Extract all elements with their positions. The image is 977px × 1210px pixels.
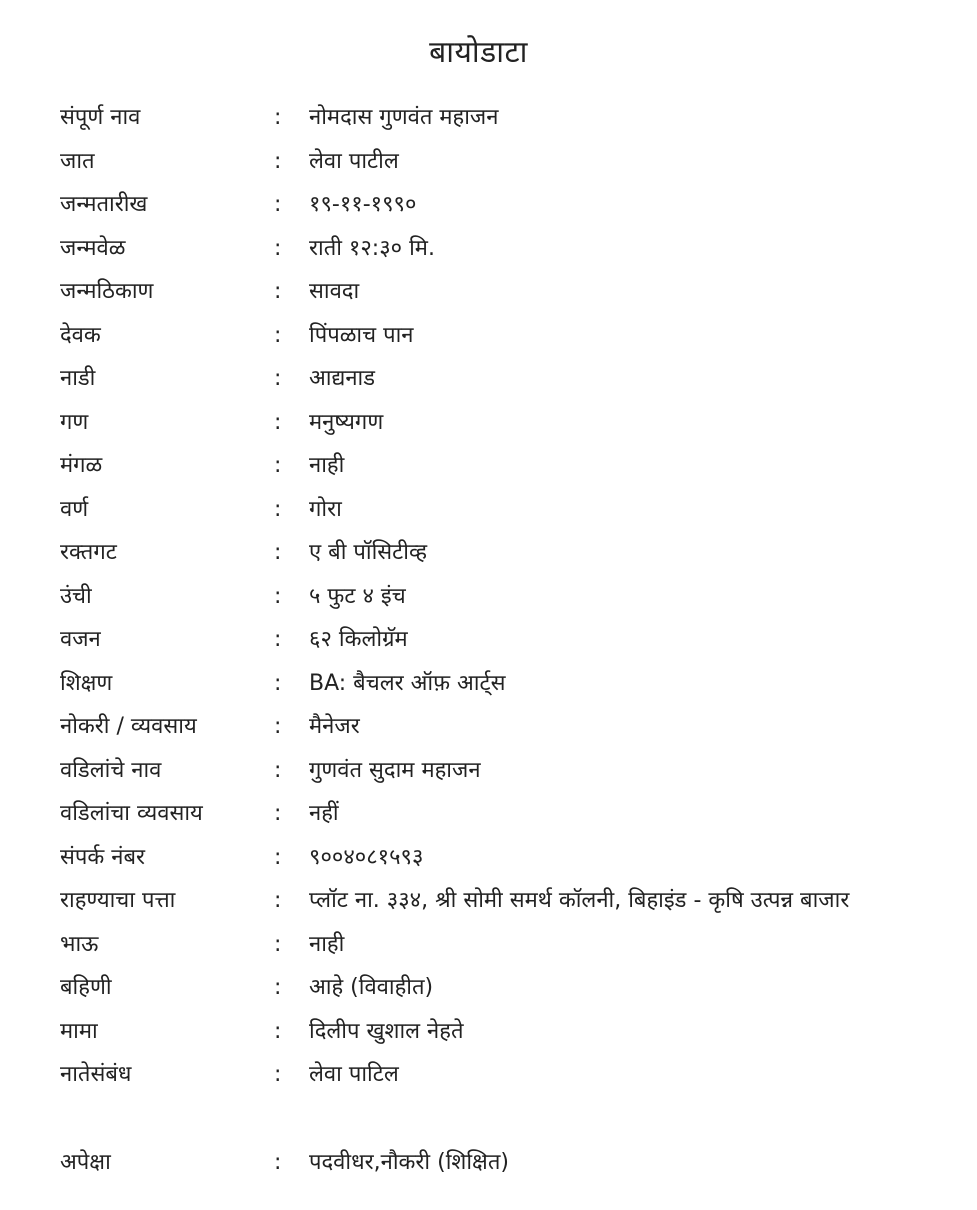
field-value: ५ फुट ४ इंच (309, 583, 406, 609)
field-row-birth-date (60, 183, 977, 227)
field-label: वजन (60, 627, 101, 652)
field-label: नाडी (60, 366, 96, 391)
field-row-devak (60, 314, 977, 358)
field-row-relatives (60, 1053, 977, 1097)
field-value: लेवा पाटिल (309, 1062, 399, 1087)
field-row-education (60, 662, 977, 706)
field-row-full-name (60, 96, 977, 140)
field-separator: : (274, 714, 282, 739)
field-row-gan (60, 401, 977, 445)
field-row-nadi (60, 357, 977, 401)
field-label: वडिलांचे नाव (60, 757, 162, 783)
field-row-caste (60, 140, 977, 184)
field-separator: : (274, 279, 282, 304)
field-row-height (60, 575, 977, 619)
field-value: ९००४०८१५९३ (309, 844, 424, 870)
field-label: उंची (60, 583, 92, 609)
field-row-brother (60, 923, 977, 967)
field-row-occupation (60, 705, 977, 749)
field-separator: : (274, 148, 282, 174)
field-value: नाही (309, 453, 345, 478)
field-value: ६२ किलोग्रॅम (309, 627, 408, 652)
field-row-weight (60, 618, 977, 662)
field-value: गुणवंत सुदाम महाजन (309, 757, 481, 783)
field-row-expectations (60, 1141, 977, 1185)
field-row-complexion (60, 488, 977, 532)
field-label: वर्ण (60, 496, 89, 522)
field-separator: : (274, 1018, 282, 1044)
field-label: मंगळ (60, 453, 103, 478)
field-value: आहे (विवाहीत) (309, 975, 434, 1000)
field-value: दिलीप खुशाल नेहते (309, 1018, 464, 1044)
field-label: गण (60, 409, 89, 435)
field-value: मनुष्यगण (309, 409, 384, 435)
field-label: भाऊ (60, 931, 99, 957)
field-label: अपेक्षा (60, 1149, 111, 1175)
field-label: वडिलांचा व्यवसाय (60, 801, 203, 826)
field-row-sister (60, 966, 977, 1010)
field-label: संपूर्ण नाव (60, 105, 141, 130)
field-row-birth-place (60, 270, 977, 314)
field-value: लेवा पाटील (309, 148, 399, 174)
field-label: देवक (60, 322, 101, 348)
field-row-maternal-uncle (60, 1010, 977, 1054)
field-separator: : (274, 931, 282, 957)
field-row-father-name (60, 749, 977, 793)
field-label: राहण्याचा पत्ता (60, 888, 176, 913)
field-value: सावदा (309, 279, 360, 304)
field-separator: : (274, 540, 282, 565)
field-row-blood-group (60, 531, 977, 575)
field-row-birth-time (60, 227, 977, 271)
field-value: मैनेजर (309, 714, 360, 739)
field-separator: : (274, 801, 282, 826)
field-value: पिंपळाच पान (309, 322, 414, 348)
field-label: मामा (60, 1018, 98, 1044)
page-title: बायोडाटा (429, 35, 528, 70)
field-row-father-occupation (60, 792, 977, 836)
field-separator: : (274, 409, 282, 435)
field-separator: : (274, 844, 282, 870)
field-value: १९-११-१९९० (309, 192, 417, 217)
field-value: पदवीधर,नौकरी (शिक्षित) (309, 1149, 509, 1175)
field-value: राती १२:३० मि. (309, 235, 435, 261)
field-label: जन्मतारीख (60, 192, 148, 217)
field-value: आद्यनाड (309, 366, 376, 391)
field-value: BA: बैचलर ऑफ़ आर्ट्स (309, 670, 506, 696)
field-value: नोमदास गुणवंत महाजन (309, 105, 499, 130)
field-separator: : (274, 670, 282, 696)
field-separator: : (274, 757, 282, 783)
biodata-fields (60, 96, 977, 1184)
field-row-address (60, 879, 977, 923)
field-label: बहिणी (60, 975, 112, 1000)
field-separator: : (274, 105, 282, 130)
field-value: प्लॉट ना. ३३४, श्री सोमी समर्थ कॉलनी, बिहाइंड - कृषि उत्पन्न बाजार (309, 888, 850, 913)
field-value: नहीं (309, 801, 339, 826)
field-row-contact-number (60, 836, 977, 880)
field-separator: : (274, 1149, 282, 1175)
field-value: गोरा (309, 496, 342, 522)
field-label: रक्तगट (60, 540, 117, 565)
field-separator: : (274, 322, 282, 348)
field-separator: : (274, 975, 282, 1000)
field-label: संपर्क नंबर (60, 844, 146, 870)
field-separator: : (274, 1062, 282, 1087)
field-label: शिक्षण (60, 670, 113, 696)
field-value: ए बी पॉसिटीव्ह (309, 540, 428, 565)
field-label: जात (60, 148, 95, 174)
field-value: नाही (309, 931, 345, 957)
field-separator: : (274, 627, 282, 652)
field-separator: : (274, 366, 282, 391)
field-separator: : (274, 235, 282, 261)
field-separator: : (274, 496, 282, 522)
field-row-mangal (60, 444, 977, 488)
field-label: नातेसंबंध (60, 1062, 132, 1087)
field-label: जन्मठिकाण (60, 279, 154, 304)
field-label: जन्मवेळ (60, 235, 126, 261)
field-separator: : (274, 192, 282, 217)
field-separator: : (274, 453, 282, 478)
field-separator: : (274, 888, 282, 913)
field-label: नोकरी / व्यवसाय (60, 714, 197, 739)
field-separator: : (274, 583, 282, 609)
